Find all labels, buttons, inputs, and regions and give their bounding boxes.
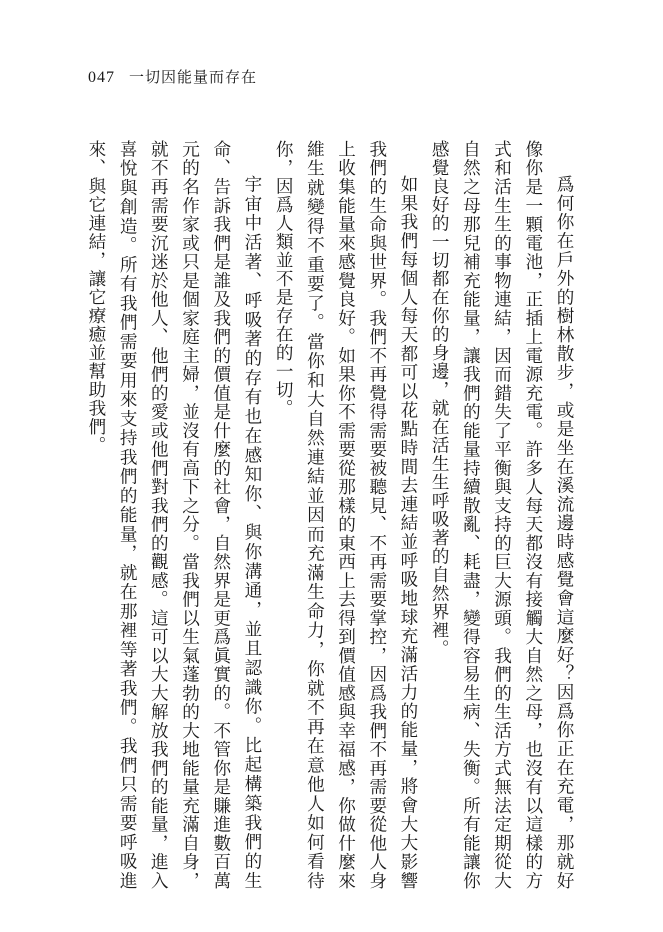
paragraph-3: 宇宙中活著、呼吸著的存有也在感知你、與你溝通，並且認識你。比起構築我們的生命、告訴我們是誰及我們的價值是什麼的社會，自然界是更爲眞實的。不管你是賺進數百萬元的名作家或只是個家庭主婦，並沒有高下之分。當我們以生氣蓬勃的大地能量充滿自身，就不再需要沉迷於他人、他們的愛或他們對我們的觀感。這可以大大解放我們的能量，進入喜悅與創造。所有我們需要用來支持我們的能量，就在那裡等著我們。我們只需要呼吸進來、與它連結，讓它療癒並幫助我們。 bbox=[85, 140, 262, 890]
paragraph-1: 爲何你在戶外的樹林散步，或是坐在溪流邊時感覺會這麼好？因爲你正在充電，那就好像你是一顆電池，正插上電源充電。許多人每天都沒有接觸大自然之母，也沒有以這樣的方式和活生生的事物連結，因而錯失了平衡與支持的巨大源頭。我們的生活方式無法定期從大自然之母那兒補充能量，讓我們的能量持續散亂、耗盡，變得容易生病、失衡。所有能讓你感覺良好的一切都在你的身邊，就在活生生呼吸著的自然界裡。 bbox=[429, 140, 574, 890]
running-header bbox=[88, 66, 257, 87]
paragraph-2: 如果我們每個人每天都可以花點時間去連結並呼吸地球充滿活力的能量，將會大大影響我們的生命與世界。我們不再覺得需要被聽見、不再需要掌控，因爲我們不再需要從他人身上收集能量來感覺良好。如果你不需要從那樣的東西上去得到價值感與幸福感，你做什麼來維生就變得不重要了。當你和大自然連結並因而充滿生命力，你就不再在意他人如何看待你，因爲人類並不是存在的一切。 bbox=[273, 140, 418, 890]
vertical-body-text bbox=[79, 140, 579, 890]
chapter-title: 一切因能量而存在 bbox=[129, 68, 258, 86]
page-number: 047 bbox=[88, 69, 115, 86]
